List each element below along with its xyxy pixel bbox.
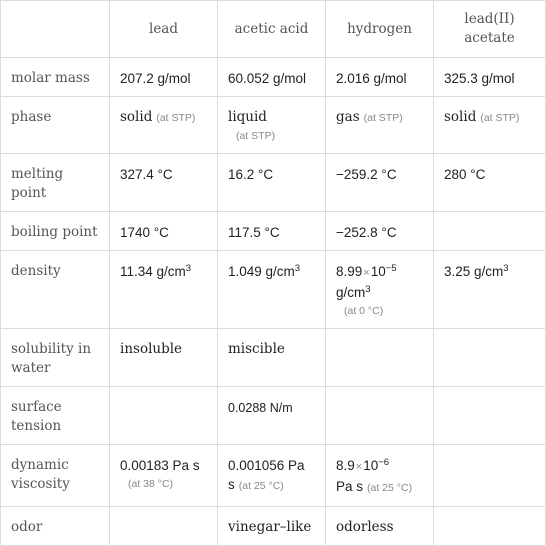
row-label-dynamic-viscosity: dynamic viscosity — [1, 445, 110, 507]
phase-value: solid — [120, 109, 153, 125]
viscosity-hydrogen — [326, 445, 434, 507]
melting-point-lead-acetate: 280 °C — [434, 154, 546, 212]
density-note: (at 0 °C) — [344, 305, 384, 317]
cube-exponent: 3 — [365, 284, 371, 295]
melting-point-hydrogen: −259.2 °C — [326, 154, 434, 212]
density-value: 11.34 g/cm — [120, 264, 186, 279]
boiling-point-hydrogen: −252.8 °C — [326, 212, 434, 251]
row-solubility — [1, 329, 546, 387]
cube-exponent: 3 — [294, 263, 301, 274]
solubility-lead-acetate — [434, 329, 546, 387]
phase-note: (at STP) — [156, 112, 196, 124]
row-label-density: density — [1, 251, 110, 329]
viscosity-unit: Pa s — [336, 479, 364, 494]
melting-point-lead: 327.4 °C — [110, 154, 218, 212]
surface-tension-acetic-acid — [218, 387, 326, 445]
viscosity-exponent: −6 — [378, 457, 390, 468]
column-header-hydrogen: hydrogen — [326, 1, 434, 58]
viscosity-lead-acetate — [434, 445, 546, 507]
solubility-acetic-acid: miscible — [218, 329, 326, 387]
melting-point-acetic-acid: 16.2 °C — [218, 154, 326, 212]
phase-value: solid — [444, 109, 477, 125]
row-label-molar-mass: molar mass — [1, 58, 110, 97]
phase-note: (at STP) — [363, 112, 403, 124]
density-lead-acetate — [434, 251, 546, 329]
row-melting-point — [1, 154, 546, 212]
density-acetic-acid — [218, 251, 326, 329]
viscosity-mantissa: 8.9 — [336, 458, 355, 473]
times-sign: × — [363, 267, 370, 279]
odor-hydrogen: odorless — [326, 507, 434, 546]
molar-mass-acetic-acid: 60.052 g/mol — [218, 58, 326, 97]
row-label-boiling-point: boiling point — [1, 212, 110, 251]
times-sign: × — [355, 461, 363, 473]
odor-acetic-acid: vinegar–like — [218, 507, 326, 546]
boiling-point-acetic-acid: 117.5 °C — [218, 212, 326, 251]
molar-mass-hydrogen: 2.016 g/mol — [326, 58, 434, 97]
row-boiling-point — [1, 212, 546, 251]
odor-lead — [110, 507, 218, 546]
row-surface-tension — [1, 387, 546, 445]
row-label-phase: phase — [1, 97, 110, 154]
row-dynamic-viscosity — [1, 445, 546, 507]
cube-exponent: 3 — [185, 263, 192, 274]
boiling-point-lead-acetate — [434, 212, 546, 251]
density-hydrogen — [326, 251, 434, 329]
phase-note: (at STP) — [480, 112, 520, 124]
viscosity-note: (at 38 °C) — [128, 478, 174, 490]
molar-mass-lead-acetate: 325.3 g/mol — [434, 58, 546, 97]
odor-lead-acetate — [434, 507, 546, 546]
surface-tension-lead-acetate — [434, 387, 546, 445]
viscosity-value: 0.00183 Pa s — [120, 458, 200, 473]
molar-mass-lead: 207.2 g/mol — [110, 58, 218, 97]
row-density — [1, 251, 546, 329]
row-phase — [1, 97, 546, 154]
phase-note: (at STP) — [236, 130, 276, 142]
corner-cell — [1, 1, 110, 58]
row-odor — [1, 507, 546, 546]
column-header-acetic-acid: acetic acid — [218, 1, 326, 58]
density-value: 1.049 g/cm — [228, 264, 295, 279]
header-row — [1, 1, 546, 58]
solubility-hydrogen — [326, 329, 434, 387]
cube-exponent: 3 — [503, 263, 509, 274]
viscosity-acetic-acid — [218, 445, 326, 507]
row-label-solubility: solubility in water — [1, 329, 110, 387]
density-unit: g/cm — [336, 285, 366, 300]
phase-lead — [110, 97, 218, 154]
density-lead — [110, 251, 218, 329]
density-value: 3.25 g/cm — [444, 264, 504, 279]
row-label-odor: odor — [1, 507, 110, 546]
phase-lead-acetate — [434, 97, 546, 154]
boiling-point-lead: 1740 °C — [110, 212, 218, 251]
density-mantissa: 8.99 — [336, 264, 363, 279]
density-base: 10 — [370, 264, 386, 279]
phase-acetic-acid — [218, 97, 326, 154]
viscosity-value: 0.001056 Pa s — [228, 458, 305, 492]
row-label-surface-tension: surface tension — [1, 387, 110, 445]
phase-hydrogen — [326, 97, 434, 154]
surface-tension-value: 0.0288 N/m — [228, 401, 293, 415]
column-header-lead-acetate: lead(II) acetate — [434, 1, 546, 58]
viscosity-note: (at 25 °C) — [238, 480, 284, 492]
density-exponent: −5 — [385, 263, 397, 274]
column-header-lead: lead — [110, 1, 218, 58]
phase-value: gas — [336, 109, 360, 125]
surface-tension-lead — [110, 387, 218, 445]
solubility-lead: insoluble — [110, 329, 218, 387]
viscosity-base: 10 — [363, 458, 379, 473]
surface-tension-hydrogen — [326, 387, 434, 445]
row-label-melting-point: melting point — [1, 154, 110, 212]
viscosity-note: (at 25 °C) — [367, 482, 413, 494]
viscosity-lead — [110, 445, 218, 507]
row-molar-mass — [1, 58, 546, 97]
phase-value: liquid — [228, 109, 267, 125]
